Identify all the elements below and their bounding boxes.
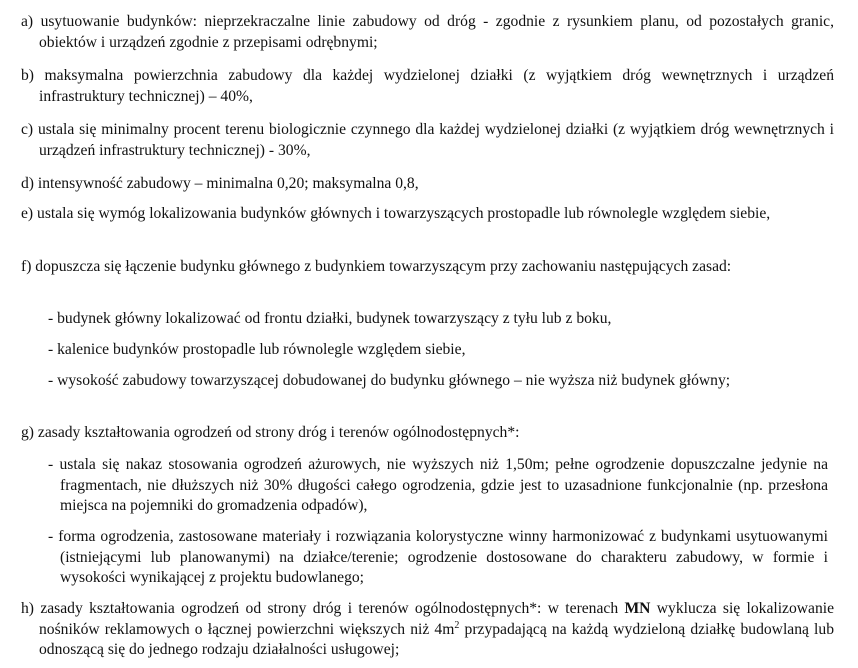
subitem-dash: - — [48, 310, 54, 327]
subitem-dash: - — [48, 372, 54, 389]
item-text: usytuowanie budynków: nieprzekraczalne linie zabudowy od dróg - zgodnie z rysunkiem planu, od pozostałych granic, obiektów i urządzeń zgodnie z przepisami odrębnymi; — [39, 13, 834, 51]
subitem-text: forma ogrodzenia, zastosowane materiały i rozwiązania kolorystyczne winny harmonizować z budynkami usytuowanymi (istniejącymi lub planowanymi) na działce/terenie; ogrodzenie dostosowane do charakteru zabudowy, w formie i wysokości wynikającej z projektu budowlanego; — [58, 528, 828, 586]
zone-symbol-mn: MN — [624, 600, 651, 617]
subitem-dash: - — [48, 528, 54, 545]
item-marker: a) — [21, 13, 34, 30]
item-h — [21, 599, 834, 661]
item-b — [21, 66, 834, 107]
superscript-2: 2 — [454, 619, 460, 631]
item-marker: c) — [21, 121, 34, 138]
item-text: zasady kształtowania ogrodzeń od strony dróg i terenów ogólnodostępnych*: — [37, 424, 520, 441]
item-a — [21, 12, 834, 53]
item-marker: f) — [21, 258, 32, 275]
item-marker: b) — [21, 67, 34, 84]
item-text: intensywność zabudowy – minimalna 0,20; maksymalna 0,8, — [37, 175, 419, 192]
subitem-f-2 — [48, 340, 828, 361]
item-marker: e) — [21, 205, 34, 222]
item-c — [21, 120, 834, 161]
subitem-f-1 — [48, 309, 828, 330]
subitem-text: kalenice budynków prostopadle lub równolegle względem siebie, — [57, 341, 466, 358]
item-marker: h) — [21, 600, 34, 617]
item-g — [21, 423, 834, 444]
item-text: ustala się wymóg lokalizowania budynków głównych i towarzyszących prostopadle lub równolegle względem siebie, — [37, 205, 771, 222]
item-text-start: zasady kształtowania ogrodzeń od strony dróg i terenów ogólnodostępnych*: w terenach — [40, 600, 619, 617]
subitem-dash: - — [48, 456, 54, 473]
item-text-middle: wyklucza się lokalizowanie nośników reklamowych o łącznej powierzchni większych niż 4m — [39, 600, 834, 638]
subitem-g-1 — [48, 455, 828, 517]
item-d — [21, 174, 834, 195]
item-text: ustala się minimalny procent terenu biologicznie czynnego dla każdej wydzielonej działki (z wyjątkiem dróg wewnętrznych i urządzeń infrastruktury technicznej) - 30%, — [37, 121, 834, 159]
item-e — [21, 204, 834, 225]
item-text: maksymalna powierzchnia zabudowy dla każdej wydzielonej działki (z wyjątkiem dróg wewnętrznych i urządzeń infrastruktury technicznej) – 40%, — [39, 67, 834, 105]
item-marker: d) — [21, 175, 34, 192]
subitem-text: wysokość zabudowy towarzyszącej dobudowanej do budynku głównego – nie wyższa niż budynek główny; — [57, 372, 731, 389]
subitem-dash: - — [48, 341, 54, 358]
subitem-f-3 — [48, 371, 828, 392]
item-marker: g) — [21, 424, 34, 441]
item-text-end: przypadającą na każdą wydzieloną działkę budowlaną lub odnoszącą się do jednego rodzaju działalności usługowej; — [39, 620, 834, 658]
subitem-text: ustala się nakaz stosowania ogrodzeń ażurowych, nie wyższych niż 1,50m; pełne ogrodzenie dopuszczalne jedynie na fragmentach, nie dłuższych niż 30% długości całego ogrodzenia, gdzie jest to uzasadnione funkcjonalnie (np. przesłona miejsca na pojemniki do gromadzenia odpadów), — [59, 456, 828, 514]
subitem-text: budynek główny lokalizować od frontu działki, budynek towarzyszący z tyłu lub z boku, — [57, 310, 612, 327]
item-f — [21, 257, 834, 278]
subitem-g-2 — [48, 527, 828, 589]
item-text: dopuszcza się łączenie budynku głównego z budynkiem towarzyszącym przy zachowaniu następujących zasad: — [35, 258, 732, 275]
